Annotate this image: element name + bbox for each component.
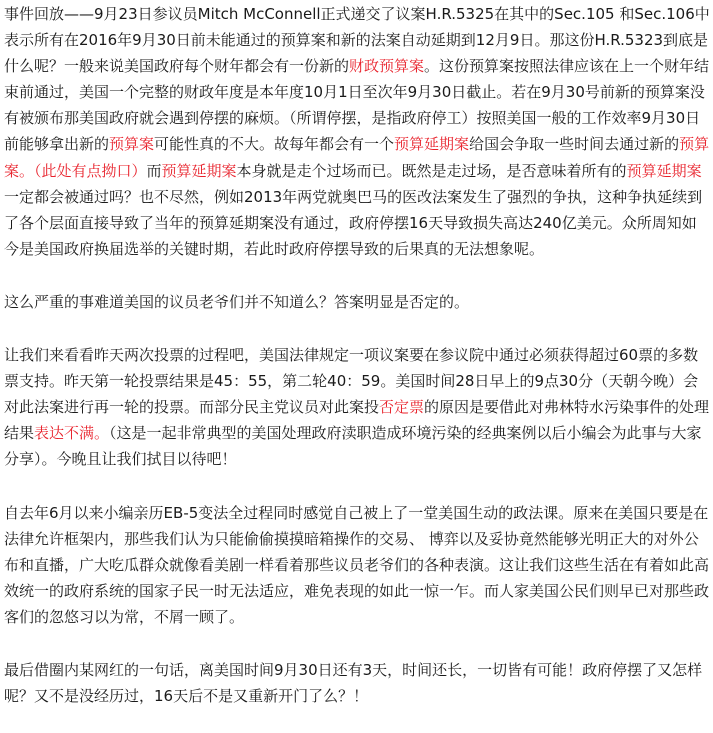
- highlight-dissatisfaction: 表达不满。: [34, 424, 110, 443]
- text-segment: 本身就是走个过场而已。既然是走过场，是否意味着所有的: [236, 161, 627, 180]
- text-segment: 这么严重的事难道美国的议员老爷们并不知道么？答案明显是否定的。: [4, 292, 470, 311]
- text-segment: 自去年6月以来小编亲历EB-5变法全过程同时感觉自己被上了一堂美国生动的政法课。原来在美国只要是在法律允许框架内，那些我们认为只能偷偷摸摸暗箱操作的交易、 博弈以及妥协竟然能够光明正大的对外公布和直播，广大吃瓜群众就像看美剧一样看着那些议员老爷们的各种表演。这让我们这些生活在有着如此高效统一的政府系统的国家子民一时无法适应，难免表现的如此一惊一乍。而人家美国公民们则早已对那些政客们的忽悠习以为常，不屑一顾了。: [4, 503, 710, 626]
- text-segment: 给国会争取一些时间去通过新的: [469, 135, 680, 154]
- paragraph-question: [4, 289, 710, 315]
- text-segment: 。这份预算案按照法律应该在上一个财年结束前通过，美国一个完整的财政年度是本年度10月1日至次年9月30日截止。若在9月30号前新的预算案没有被颁布那美国政府就会遇到停摆的麻烦。（所谓停摆，是指政府停工）按照美国一般的工作效率9月30日前能够拿出新的: [4, 57, 710, 154]
- text-segment: 的原因是要借此对弗林特水污染事件的处理结果: [4, 398, 710, 443]
- paragraph-event-recap: [4, 0, 710, 262]
- highlight-budget-note: 预算案。（此处有点拗口）: [4, 135, 710, 180]
- text-segment: （这是一起非常典型的美国处理政府渎职造成环境污染的经典案例以后小编会为此事与大家分享）。今晚且让我们拭目以待吧！: [4, 424, 702, 469]
- text-segment: 最后借圈内某网红的一句话，离美国时间9月30日还有3天，时间还长，一切皆有可能！政府停摆了又怎样呢？又不是没经历过，16天后不是又重新开门了么？！: [4, 660, 703, 706]
- highlight-fiscal-budget: 财政预算案: [349, 57, 425, 76]
- paragraph-eb5-reflection: [4, 500, 710, 630]
- highlight-continuing-resolution: 预算延期案: [394, 135, 470, 154]
- text-segment: 一定都会被通过吗？也不尽然，例如2013年两党就奥巴马的医改法案发生了强烈的争执，这种争执延续到了各个层面直接导致了当年的预算延期案没有通过，政府停摆16天导致损失高达240亿美元。众所周知如今是美国政府换届选举的关键时期，若此时政府停摆导致的后果真的无法想象呢。: [4, 187, 703, 258]
- highlight-continuing-resolution: 预算延期案: [161, 161, 237, 180]
- paragraph-voting-process: [4, 342, 710, 472]
- text-segment: 而: [146, 161, 162, 180]
- text-segment: 事件回放——9月23日参议员Mitch McConnell正式递交了议案H.R.5325在其中的Sec.105 和Sec.106中表示所有在2016年9月30日前未能通过的预算案和新的法案自动延期到12月9日。那这份H.R.5323到底是什么呢？一般来说美国政府每个财年都会有一份新的: [4, 5, 710, 76]
- highlight-no-vote: 否定票: [379, 398, 425, 417]
- highlight-budget: 预算案: [109, 135, 155, 154]
- highlight-continuing-resolution: 预算延期案: [626, 161, 702, 180]
- article-body: [4, 0, 710, 709]
- text-segment: 可能性真的不大。故每年都会有一个: [154, 135, 395, 154]
- text-segment: 让我们来看看昨天两次投票的过程吧，美国法律规定一项议案要在参议院中通过必须获得超过60票的多数票支持。昨天第一轮投票结果是45：55，第二轮40：59。美国时间28日早上的9点30分（天朝今晚）会对此法案进行再一轮的投票。而部分民主党议员对此案投: [4, 346, 699, 417]
- paragraph-closing: [4, 657, 710, 709]
